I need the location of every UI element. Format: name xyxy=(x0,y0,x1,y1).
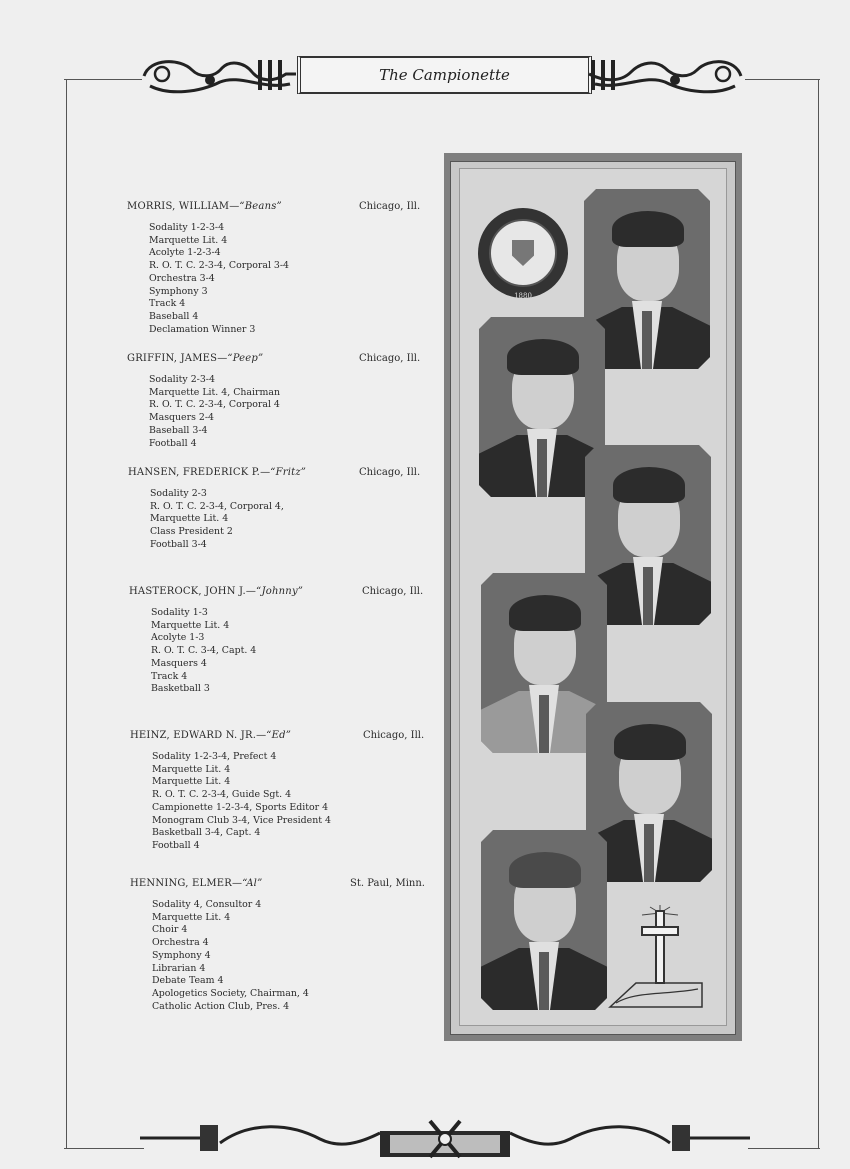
activity-item: R. O. T. C. 2-3-4, Corporal 4 xyxy=(149,399,280,411)
page-title: The Campionette xyxy=(297,56,592,94)
activity-list xyxy=(150,488,284,552)
activity-item: Declamation Winner 3 xyxy=(149,323,256,335)
activity-item: Acolyte 1-3 xyxy=(151,632,205,644)
entry-city: Chicago, Ill. xyxy=(362,586,424,597)
seal-center xyxy=(489,219,557,300)
seal-year: 1880 xyxy=(514,292,532,300)
portrait-henning xyxy=(481,830,607,1010)
activity-item: Campionette 1-2-3-4, Sports Editor 4 xyxy=(152,801,329,813)
activity-item: Sodality 2-3 xyxy=(150,488,207,499)
activity-item: Masquers 2-4 xyxy=(149,412,214,424)
seal-shield-icon xyxy=(512,240,534,266)
activity-item: Sodality 2-3-4 xyxy=(149,374,215,385)
activity-item: Football 3-4 xyxy=(150,538,207,550)
activity-list xyxy=(152,899,309,1013)
entry-name: HEINZ, EDWARD N. JR.—“Ed” xyxy=(130,730,292,741)
activity-item: Marquette Lit. 4 xyxy=(151,619,230,631)
activity-item: Sodality 4, Consultor 4 xyxy=(152,899,262,910)
activity-item: Marquette Lit. 4 xyxy=(150,513,229,525)
activity-item: Orchestra 3-4 xyxy=(149,272,215,284)
college-seal-icon xyxy=(478,208,568,298)
activity-item: Catholic Action Club, Pres. 4 xyxy=(152,1000,290,1012)
entry-city: Chicago, Ill. xyxy=(363,730,425,741)
activity-list xyxy=(149,374,280,450)
activity-item: Track 4 xyxy=(151,670,188,682)
activity-item: R. O. T. C. 2-3-4, Corporal 3-4 xyxy=(149,260,290,272)
activity-item: Choir 4 xyxy=(152,924,188,936)
entry-name: HANSEN, FREDERICK P.—“Fritz” xyxy=(128,467,307,478)
footer-ornament-icon xyxy=(140,1113,750,1163)
activity-item: Orchestra 4 xyxy=(152,937,209,949)
activity-item: Marquette Lit. 4 xyxy=(152,776,231,788)
frame-bottom-left xyxy=(64,1148,144,1149)
activity-item: Football 4 xyxy=(152,839,200,851)
entry-name: HENNING, ELMER—“Al” xyxy=(130,878,263,889)
activity-item: R. O. T. C. 3-4, Capt. 4 xyxy=(151,645,257,657)
entry-city: St. Paul, Minn. xyxy=(350,878,425,889)
entry-city: Chicago, Ill. xyxy=(359,201,421,212)
header-banner xyxy=(140,52,745,98)
cross-icon xyxy=(606,905,706,1010)
activity-item: R. O. T. C. 2-3-4, Corporal 4, xyxy=(150,500,284,512)
activity-item: Football 4 xyxy=(149,437,197,449)
activity-item: Sodality 1-2-3-4, Prefect 4 xyxy=(152,751,277,762)
activity-item: Baseball 4 xyxy=(149,310,199,322)
activity-list xyxy=(151,607,256,696)
activity-item: Marquette Lit. 4 xyxy=(152,763,231,775)
activity-item: Masquers 4 xyxy=(151,657,207,669)
activity-item: Marquette Lit. 4 xyxy=(152,911,231,923)
activity-item: Marquette Lit. 4 xyxy=(149,234,228,246)
activity-item: Acolyte 1-2-3-4 xyxy=(149,247,221,259)
entry-name: MORRIS, WILLIAM—“Beans” xyxy=(127,201,282,212)
activity-item: Apologetics Society, Chairman, 4 xyxy=(152,987,309,999)
activity-item: Librarian 4 xyxy=(152,962,206,974)
activity-list xyxy=(152,751,331,853)
frame-top-right xyxy=(745,79,820,80)
frame-bottom-right xyxy=(748,1148,820,1149)
frame-left xyxy=(66,79,67,1149)
activity-item: Monogram Club 3-4, Vice President 4 xyxy=(152,814,331,826)
right-scroll-ornament-icon xyxy=(585,52,745,98)
activity-item: Baseball 3-4 xyxy=(149,424,208,436)
activity-item: R. O. T. C. 2-3-4, Guide Sgt. 4 xyxy=(152,789,292,801)
activity-item: Sodality 1-3 xyxy=(151,607,208,618)
activity-item: Basketball 3 xyxy=(151,683,210,695)
activity-item: Debate Team 4 xyxy=(152,975,224,987)
entry-city: Chicago, Ill. xyxy=(359,353,421,364)
left-scroll-ornament-icon xyxy=(140,52,300,98)
activity-list xyxy=(149,222,289,336)
activity-item: Track 4 xyxy=(149,298,186,310)
entry-name: HASTEROCK, JOHN J.—“Johnny” xyxy=(129,586,304,597)
entry-name: GRIFFIN, JAMES—“Peep” xyxy=(127,353,264,364)
activity-item: Symphony 4 xyxy=(152,949,211,961)
frame-top-left xyxy=(64,79,142,80)
activity-item: Symphony 3 xyxy=(149,285,208,297)
activity-item: Basketball 3-4, Capt. 4 xyxy=(152,827,261,839)
activity-item: Marquette Lit. 4, Chairman xyxy=(149,386,280,398)
activity-item: Class President 2 xyxy=(150,526,233,538)
activity-item: Sodality 1-2-3-4 xyxy=(149,222,225,233)
frame-right xyxy=(818,79,819,1149)
entry-city: Chicago, Ill. xyxy=(359,467,421,478)
